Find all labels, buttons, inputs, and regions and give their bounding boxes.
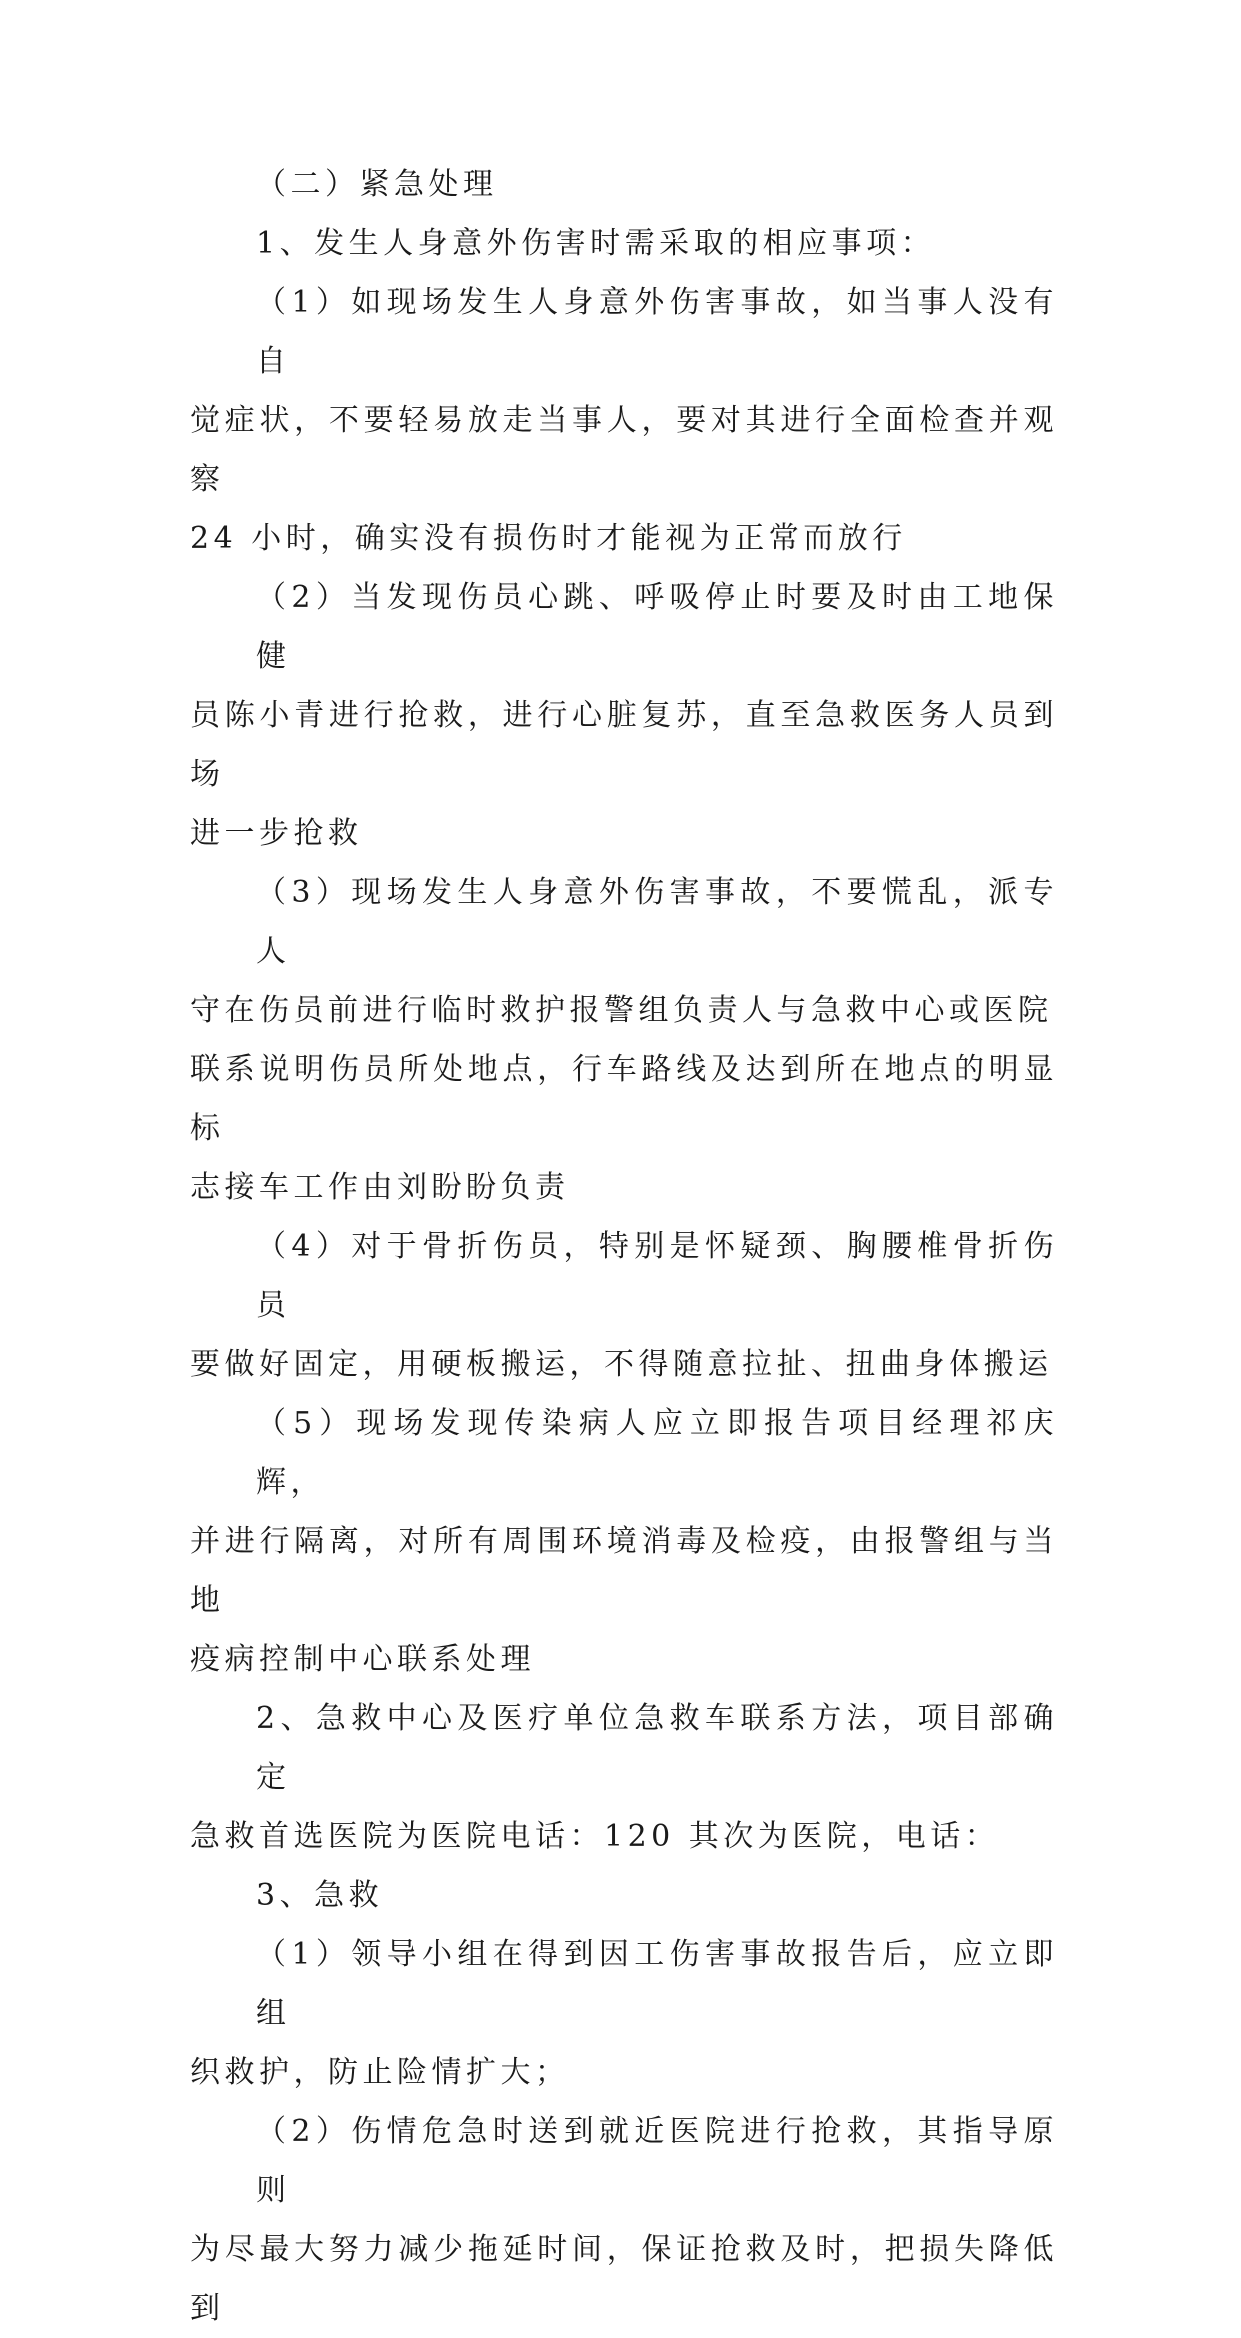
text-line: 1、发生人身意外伤害时需采取的相应事项： [256,226,936,261]
document-page [190,155,1058,2338]
paragraph-item-1-1 [190,273,1058,568]
paragraph-item-1 [190,214,1058,273]
paragraph-item-1-4 [190,1217,1058,1394]
text-line: 联系说明伤员所处地点，行车路线及达到所在地点的明显标 [190,1052,1058,1146]
text-line: （1）如现场发生人身意外伤害事故，如当事人没有自 [256,285,1058,379]
text-line: （4）对于骨折伤员，特别是怀疑颈、胸腰椎骨折伤员 [256,1229,1058,1323]
text-line: 3、急救 [256,1878,384,1913]
text-line: 要做好固定，用硬板搬运，不得随意拉扯、扭曲身体搬运 [190,1347,1053,1382]
text-line: （5）现场发现传染病人应立即报告项目经理祁庆辉， [256,1406,1058,1500]
paragraph-item-3-2 [190,2102,1058,2338]
text-line: （2）当发现伤员心跳、呼吸停止时要及时由工地保健 [256,580,1058,674]
text-line: 进一步抢救 [190,816,363,851]
text-line: （2）伤情危急时送到就近医院进行抢救，其指导原则 [256,2114,1058,2208]
text-line: 守在伤员前进行临时救护报警组负责人与急救中心或医院 [190,993,1053,1028]
text-line: 疫病控制中心联系处理 [190,1642,535,1677]
text-line: （1）领导小组在得到因工伤害事故报告后，应立即组 [256,1937,1058,2031]
text-line: 24 小时，确实没有损伤时才能视为正常而放行 [190,521,907,556]
text-line: （二）紧急处理 [256,167,498,202]
paragraph-item-3-1 [190,1925,1058,2102]
text-line: 为尽最大努力减少拖延时间，保证抢救及时，把损失降低到 [190,2232,1058,2326]
text-line: 志接车工作由刘盼盼负责 [190,1170,570,1205]
paragraph-item-1-2 [190,568,1058,863]
section-heading [190,155,1058,214]
paragraph-item-3 [190,1866,1058,1925]
text-line: 并进行隔离，对所有周围环境消毒及检疫，由报警组与当地 [190,1524,1058,1618]
text-line: 2、急救中心及医疗单位急救车联系方法，项目部确定 [256,1701,1058,1795]
text-line: （3）现场发生人身意外伤害事故，不要慌乱，派专人 [256,875,1058,969]
paragraph-item-1-3 [190,863,1058,1217]
paragraph-item-2 [190,1689,1058,1866]
text-line: 织救护，防止险情扩大； [190,2055,570,2090]
text-line: 员陈小青进行抢救，进行心脏复苏，直至急救医务人员到场 [190,698,1058,792]
paragraph-item-1-5 [190,1394,1058,1689]
text-line: 急救首选医院为医院电话：120 其次为医院，电话： [190,1819,1000,1854]
text-line: 觉症状，不要轻易放走当事人，要对其进行全面检查并观察 [190,403,1058,497]
